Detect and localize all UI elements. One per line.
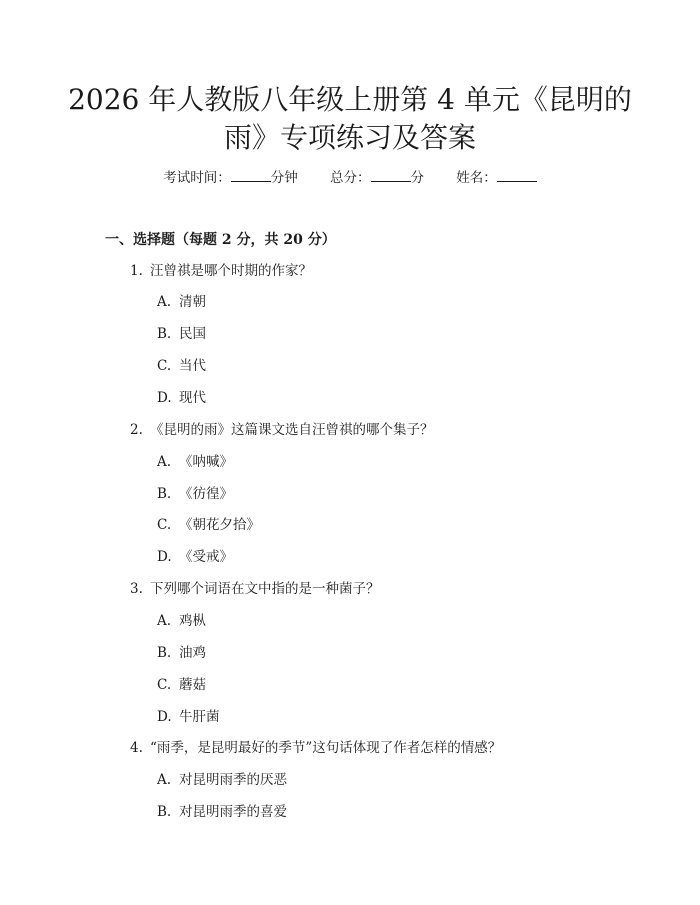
option-item: D. 现代 <box>157 390 206 406</box>
option-item: B. 油鸡 <box>157 645 206 661</box>
page-title-line-2: 雨》专项练习及答案 <box>223 121 476 154</box>
page-title-line-1: 2026 年人教版八年级上册第 4 单元《昆明的 <box>68 83 632 116</box>
exam-score: 总分： 分 <box>330 170 424 186</box>
question-2: 2. 《昆明的雨》这篇课文选自汪曾祺的哪个集子？ <box>130 422 434 438</box>
question-3: 3. 下列哪个词语在文中指的是一种菌子？ <box>130 581 380 597</box>
exam-name: 姓名： <box>456 170 537 186</box>
exam-time: 考试时间： 分钟 <box>163 170 298 186</box>
exam-info <box>0 168 700 188</box>
option-item: B. 《彷徨》 <box>157 486 233 502</box>
option-item: D. 牛肝菌 <box>157 709 220 725</box>
option-item: A. 清朝 <box>157 294 206 310</box>
option-item: C. 当代 <box>157 358 206 374</box>
question-4: 4. “雨季，是昆明最好的季节”这句话体现了作者怎样的情感？ <box>130 740 502 756</box>
name-blank <box>497 169 537 182</box>
question-1: 1. 汪曾祺是哪个时期的作家？ <box>130 263 312 279</box>
time-blank <box>231 169 271 182</box>
section-heading: 一、选择题（每题 2 分，共 20 分） <box>105 232 336 248</box>
option-item: B. 对昆明雨季的喜爱 <box>157 804 287 820</box>
option-item: C. 《朝花夕拾》 <box>157 517 260 533</box>
score-blank <box>371 169 411 182</box>
option-item: A. 《呐喊》 <box>157 454 233 470</box>
option-item: D. 《受戒》 <box>157 549 233 565</box>
option-item: A. 鸡枞 <box>157 613 206 629</box>
option-item: A. 对昆明雨季的厌恶 <box>157 772 287 788</box>
option-item: C. 蘑菇 <box>157 677 206 693</box>
option-item: B. 民国 <box>157 326 206 342</box>
